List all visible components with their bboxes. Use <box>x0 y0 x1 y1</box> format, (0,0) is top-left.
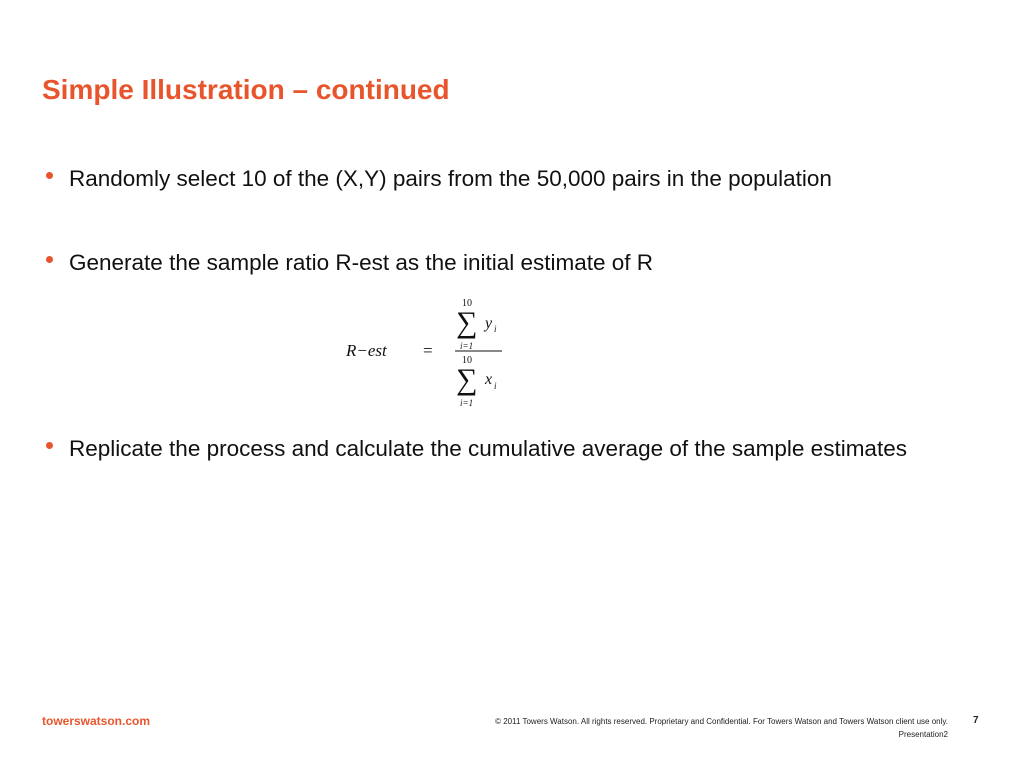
den-upper-limit: 10 <box>462 355 472 366</box>
footer-filename: Presentation2 <box>898 730 948 739</box>
footer-brand-link[interactable]: towerswatson.com <box>42 714 151 728</box>
slide-title: Simple Illustration – continued <box>42 74 450 105</box>
num-sub: i <box>494 324 497 334</box>
ratio-formula <box>340 292 540 412</box>
sigma-icon: ∑ <box>456 306 478 339</box>
bullet-dot <box>46 172 53 179</box>
num-term: y <box>485 315 493 332</box>
formula-equals: = <box>423 341 433 360</box>
den-lower-limit: i=1 <box>460 398 474 408</box>
formula-svg <box>340 292 540 412</box>
bullet-dot <box>46 442 53 449</box>
sigma-icon: ∑ <box>456 363 478 396</box>
bullet-text: Generate the sample ratio R-est as the initial estimate of R <box>69 250 654 275</box>
footer-copyright: © 2011 Towers Watson. All rights reserved. Proprietary and Confidential. For Towers Watson and Towers Watson client use only. <box>495 717 948 726</box>
page-number: 7 <box>973 715 979 726</box>
bullet-dot <box>46 256 53 263</box>
bullet-text: Randomly select 10 of the (X,Y) pairs from the 50,000 pairs in the population <box>69 166 832 191</box>
bullet-text: Replicate the process and calculate the cumulative average of the sample estimates <box>69 436 907 461</box>
num-lower-limit: i=1 <box>460 341 474 351</box>
formula-lhs: R−est <box>346 341 387 360</box>
den-sub: i <box>494 381 497 391</box>
num-upper-limit: 10 <box>462 298 472 309</box>
den-term: x <box>485 371 493 388</box>
